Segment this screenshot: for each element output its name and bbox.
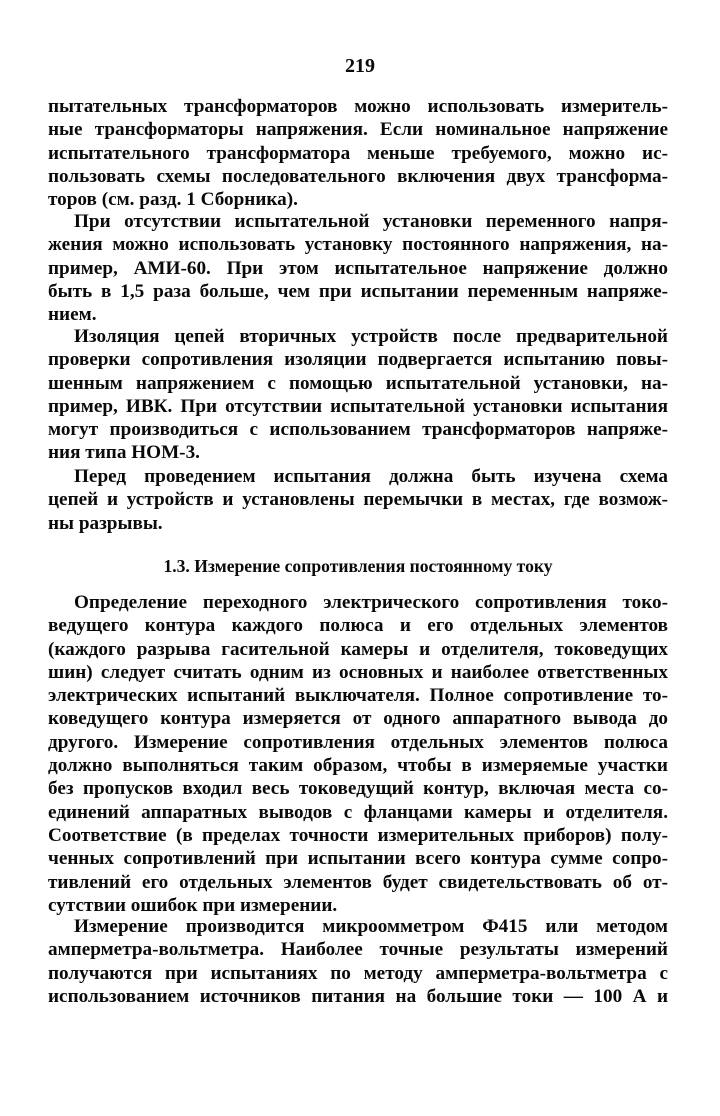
text-line: испытательного трансформатора меньше требуемого, можно ис- [48, 142, 668, 164]
text-line: жения можно использовать установку постоянного напряжения, на- [48, 234, 668, 256]
text-line: использованием источников питания на большие токи — 100 А и [48, 985, 668, 1007]
text-line: пользовать схемы последовательного включения двух трансформа- [48, 165, 668, 187]
text-line: пытательных трансформаторов можно использовать измеритель- [48, 96, 668, 117]
paragraph-2 [48, 210, 668, 326]
text-line: Соответствие (в пределах точности измерительных приборов) полу- [48, 824, 668, 846]
paragraph-4 [48, 465, 668, 535]
text-line: шин) следует считать одним из основных и наиболее ответственных [48, 661, 668, 683]
section-heading: 1.3. Измерение сопротивления постоянному току [163, 556, 553, 576]
text-line: могут производиться с использованием трансформаторов напряже- [48, 419, 668, 441]
text-line: ные трансформаторы напряжения. Если номинальное напряжение [48, 119, 668, 141]
text-line: электрических испытаний выключателя. Полное сопротивление то- [48, 685, 668, 707]
text-line: без пропусков входил весь токоведущий контур, включая места со- [48, 778, 668, 800]
text-line: другого. Измерение сопротивления отдельных элементов полюса [48, 731, 668, 753]
text-line: ведущего контура каждого полюса и его отдельных элементов [48, 615, 668, 637]
text-line: шенным напряжением с помощью испытательной установки, на- [48, 372, 668, 394]
section-paragraph-2 [48, 915, 668, 1008]
text-line: Изоляция цепей вторичных устройств после предварительной [74, 326, 668, 347]
text-line: Перед проведением испытания должна быть изучена схема [74, 466, 668, 487]
text-line: Измерение производится микроомметром Ф415 или методом [74, 916, 668, 937]
text-line: получаются при испытаниях по методу амперметра-вольтметра с [48, 962, 668, 984]
text-line: цепей и устройств и установлены перемычки в местах, где возмож- [48, 489, 668, 511]
text-line: При отсутствии испытательной установки переменного напря- [74, 211, 668, 232]
text-line: должно выполняться таким образом, чтобы в измеряемые участки [48, 755, 668, 777]
text-line: проверки сопротивления изоляции подвергается испытанию повы- [48, 349, 668, 371]
text-line: коведущего контура измеряется от одного аппаратного вывода до [48, 708, 668, 730]
text-line: сутствии ошибок при измерении. [48, 894, 338, 916]
text-line: единений аппаратных выводов с фланцами камеры и отделителя. [48, 801, 668, 823]
text-line: торов (см. разд. 1 Сборника). [48, 189, 298, 211]
text-line: нием. [48, 304, 97, 326]
text-line: ны разрывы. [48, 512, 163, 534]
text-line: пример, АМИ-60. При этом испытательное напряжение должно [48, 257, 668, 279]
text-line: амперметра-вольтметра. Наиболее точные результаты измерений [48, 939, 668, 961]
paragraph-1 [48, 95, 668, 211]
paragraph-3 [48, 325, 668, 465]
text-line: пример, ИВК. При отсутствии испытательной установки испытания [48, 395, 668, 417]
text-line: Определение переходного электрического сопротивления токо- [74, 592, 668, 613]
text-line: (каждого разрыва гасительной камеры и отделителя, токоведущих [48, 638, 668, 660]
text-line: ченных сопротивлений при испытании всего контура сумме сопро- [48, 848, 668, 870]
text-line: ния типа НОМ-3. [48, 442, 200, 464]
text-line: тивлений его отдельных элементов будет свидетельствовать об от- [48, 871, 668, 893]
section-paragraph-1 [48, 591, 668, 917]
text-line: быть в 1,5 раза больше, чем при испытании переменным напряже- [48, 280, 668, 302]
page-number: 219 [345, 55, 375, 77]
